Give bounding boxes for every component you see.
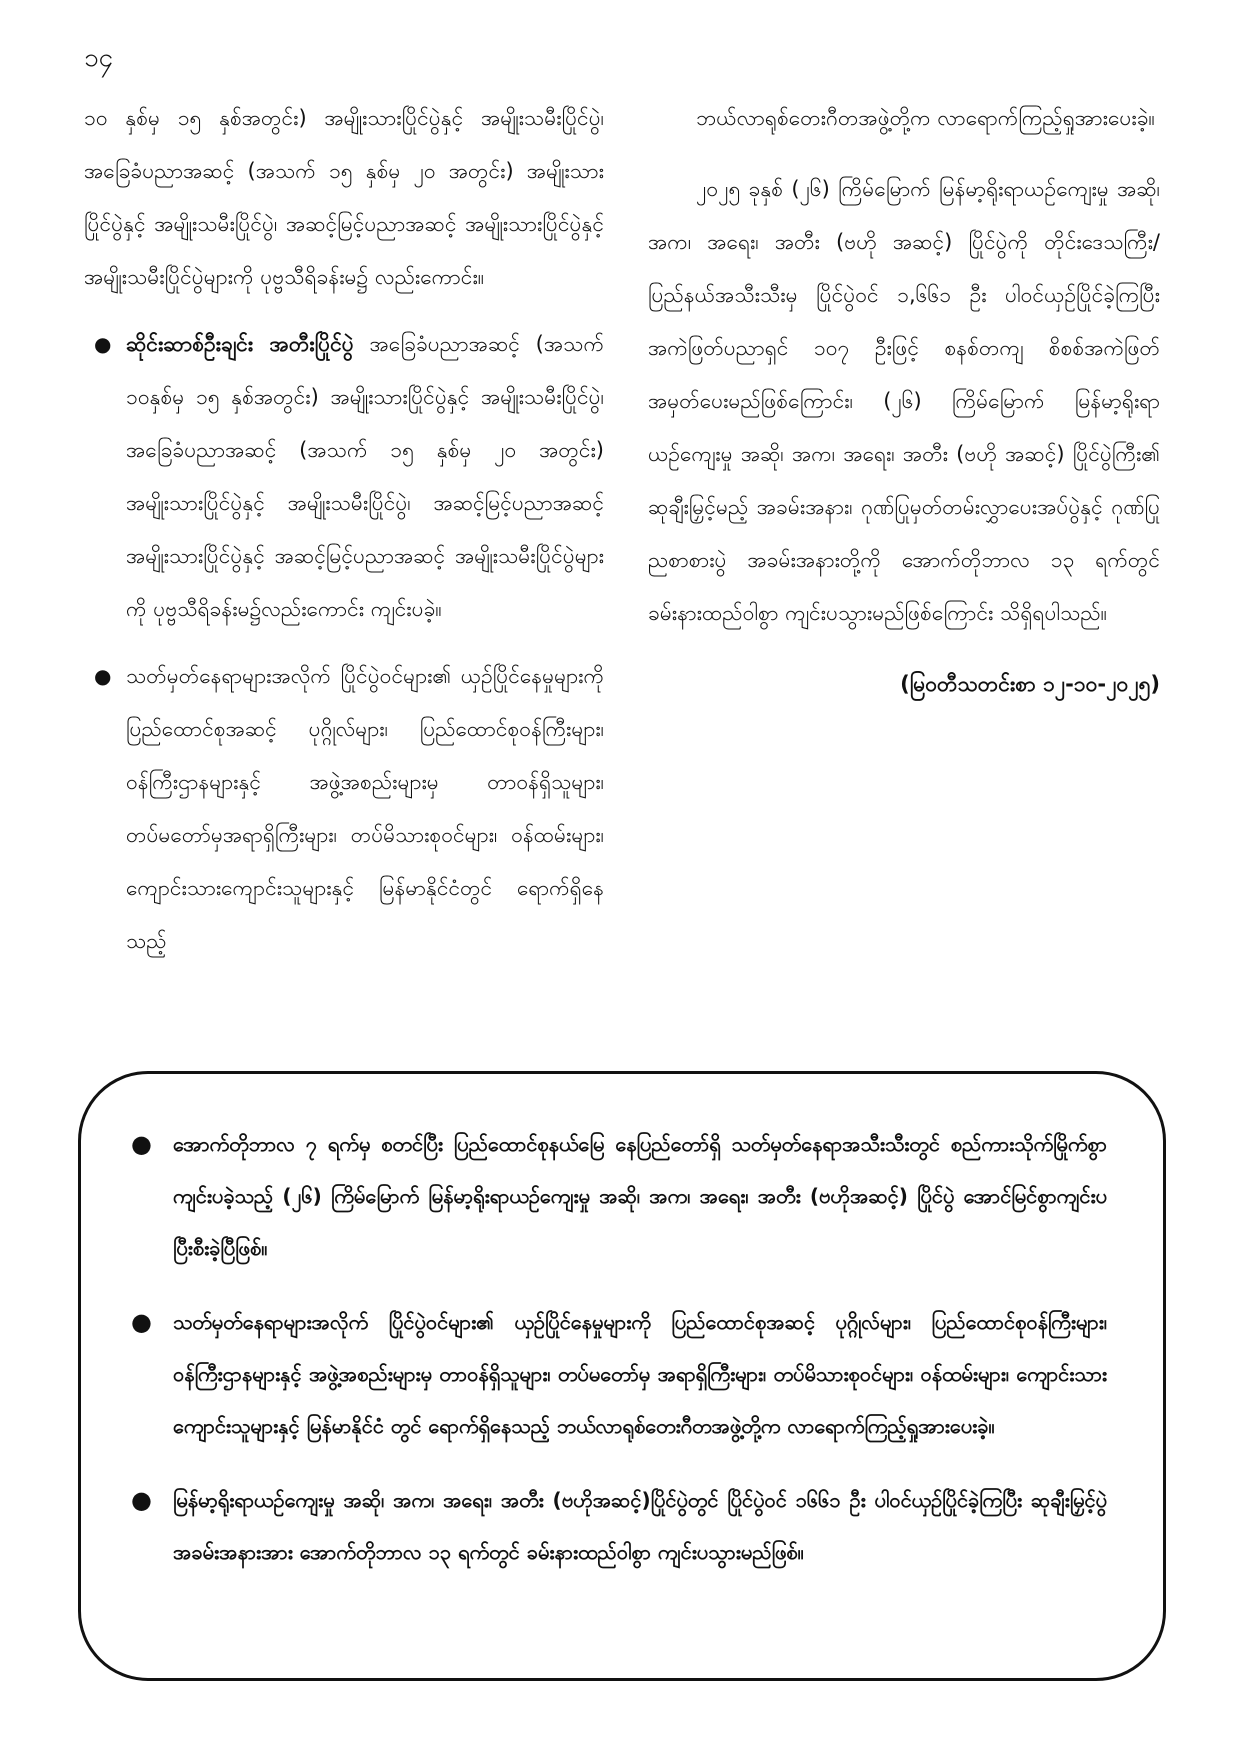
paragraph-spacer [648,145,1160,163]
bullet-icon: ● [94,332,112,356]
page-number: ၁၄ [84,43,114,73]
main-paragraph: ၂၀၂၅ ခုနှစ် (၂၆) ကြိမ်မြောက် မြန်မာ့ရိုးရာယဉ်ကျေးမှု အဆို၊ အက၊ အရေး၊ အတီး (ဗဟို အဆင့်) ပြိုင်ပွဲကို တိုင်းဒေသကြီး/ ပြည်နယ်အသီးသီးမှ ပြိုင်ပွဲဝင် ၁,၆၆၁ ဦး ပါဝင်ယှဉ်ပြိုင်ခဲ့ကြပြီး အကဲဖြတ်ပညာရှင် ၁၀၇ ဦးဖြင့် စနစ်တကျ စိစစ်အကဲဖြတ်အမှတ်ပေးမည်ဖြစ်ကြောင်း၊ (၂၆) ကြိမ်မြောက် မြန်မာ့ရိုးရာယဉ်ကျေးမှု အဆို၊ အက၊ အရေး၊ အတီး (ဗဟို အဆင့်) ပြိုင်ပွဲကြီး၏ ဆုချီးမြှင့်မည့် အခမ်းအနား၊ ဂုဏ်ပြုမှတ်တမ်းလွှာပေးအပ်ပွဲနှင့် ဂုဏ်ပြုညစာစားပွဲ အခမ်းအနားတို့ကို အောက်တိုဘာလ ၁၃ ရက်တွင် ခမ်းနားထည်ဝါစွာ ကျင်းပသွားမည်ဖြစ်ကြောင်း သိရှိရပါသည်။ [648,177,1160,625]
summary-text: မြန်မာ့ရိုးရာယဉ်ကျေးမှု အဆို၊ အက၊ အရေး၊ အတီး (ဗဟိုအဆင့်)ပြိုင်ပွဲတွင် ပြိုင်ပွဲဝင် ၁၆၆၁ ဦး ပါဝင်ယှဉ်ပြိုင်ခဲ့ကြပြီး ဆုချီးမြှင့်ပွဲအခမ်းအနားအား အောက်တိုဘာလ ၁၃ ရက်တွင် ခမ်းနားထည်ဝါစွာ ကျင်းပသွားမည်ဖြစ်။ [173,1488,1107,1564]
summary-text: သတ်မှတ်နေရာများအလိုက် ပြိုင်ပွဲဝင်များ၏ ယှဉ်ပြိုင်နေမှုများကို ပြည်ထောင်စုအဆင့် ပုဂ္ဂိုလ်များ၊ ပြည်ထောင်စုဝန်ကြီးများ၊ ဝန်ကြီးဌာနများနှင့် အဖွဲ့အစည်းများမှ တာဝန်ရှိသူများ၊ တပ်မတော်မှ အရာရှိကြီးများ၊ တပ်မိသားစုဝင်များ၊ ဝန်ထမ်းများ၊ ကျောင်းသား ကျောင်းသူများနှင့် မြန်မာနိုင်ငံ တွင် ရောက်ရှိနေသည့် ဘယ်လာရုစ်တေးဂီတအဖွဲ့တို့က လာရောက်ကြည့်ရှုအားပေးခဲ့။ [173,1310,1107,1438]
right-column [648,92,1160,711]
bullet-list [84,318,604,968]
bullet-item-sidewaing [84,318,604,636]
summary-box [78,1071,1166,1681]
continuation-paragraph: ဘယ်လာရုစ်တေးဂီတအဖွဲ့တို့က လာရောက်ကြည့်ရှုအားပေးခဲ့။ [696,106,1155,130]
bullet-icon: ● [94,664,112,688]
bullet-icon: ● [131,1130,152,1158]
summary-text: အောက်တိုဘာလ ၇ ရက်မှ စတင်ပြီး ပြည်ထောင်စုနယ်မြေ နေပြည်တော်ရှိ သတ်မှတ်နေရာအသီးသီးတွင် စည်ကားသိုက်မြိုက်စွာ ကျင်းပခဲ့သည့် (၂၆) ကြိမ်မြောက် မြန်မာ့ရိုးရာယဉ်ကျေးမှု အဆို၊ အက၊ အရေး၊ အတီး (ဗဟိုအဆင့်) ပြိုင်ပွဲ အောင်မြင်စွာကျင်းပပြီးစီးခဲ့ပြီဖြစ်။ [173,1132,1107,1260]
bullet-text: သတ်မှတ်နေရာများအလိုက် ပြိုင်ပွဲဝင်များ၏ ယှဉ်ပြိုင်နေမှုများကို ပြည်ထောင်စုအဆင့် ပုဂ္ဂိုလ်များ၊ ပြည်ထောင်စုဝန်ကြီးများ၊ ဝန်ကြီးဌာနများနှင့် အဖွဲ့အစည်းများမှ တာဝန်ရှိသူများ၊ တပ်မတော်မှအရာရှိကြီးများ၊ တပ်မိသားစုဝင်များ၊ ဝန်ထမ်းများ၊ ကျောင်းသားကျောင်းသူများနှင့် မြန်မာနိုင်ငံတွင် ရောက်ရှိနေသည့် [126,664,604,953]
intro-paragraph: ၁၀ နှစ်မှ ၁၅ နှစ်အတွင်း) အမျိုးသားပြိုင်ပွဲနှင့် အမျိုးသမီးပြိုင်ပွဲ၊ အခြေခံပညာအဆင့် (အသက် ၁၅ နှစ်မှ ၂၀ အတွင်း) အမျိုးသားပြိုင်ပွဲနှင့် အမျိုးသမီးပြိုင်ပွဲ၊ အဆင့်မြင့်ပညာအဆင့် အမျိုးသားပြိုင်ပွဲနှင့် အမျိုးသမီးပြိုင်ပွဲများကို ပုဗ္ဗသီရိခန်းမ၌ လည်းကောင်း။ [84,106,604,289]
bullet-item-audience [84,650,604,968]
news-source: (မြဝတီသတင်းစာ ၁၂-၁၀-၂၀၂၅) [900,672,1160,696]
left-column [84,92,604,968]
bullet-lead: ဆိုင်းဆာစ်ဦးချင်း အတီးပြိုင်ပွဲ [126,332,354,356]
summary-item [125,1474,1107,1578]
summary-item [125,1118,1107,1274]
bullet-text: အခြေခံပညာအဆင့် (အသက် ၁၀နှစ်မှ ၁၅ နှစ်အတွင်း) အမျိုးသားပြိုင်ပွဲနှင့် အမျိုးသမီးပြိုင်ပွဲ၊ အခြေခံပညာအဆင့် (အသက် ၁၅ နှစ်မှ ၂၀ အတွင်း) အမျိုးသားပြိုင်ပွဲနှင့် အမျိုးသမီးပြိုင်ပွဲ၊ အဆင့်မြင့်ပညာအဆင့် အမျိုးသားပြိုင်ပွဲနှင့် အဆင့်မြင့်ပညာအဆင့် အမျိုးသမီးပြိုင်ပွဲများကို ပုဗ္ဗသီရိခန်းမ၌လည်းကောင်း ကျင်းပခဲ့။ [126,332,604,621]
bullet-icon: ● [131,1308,152,1336]
bullet-icon: ● [131,1486,152,1514]
summary-item [125,1296,1107,1452]
